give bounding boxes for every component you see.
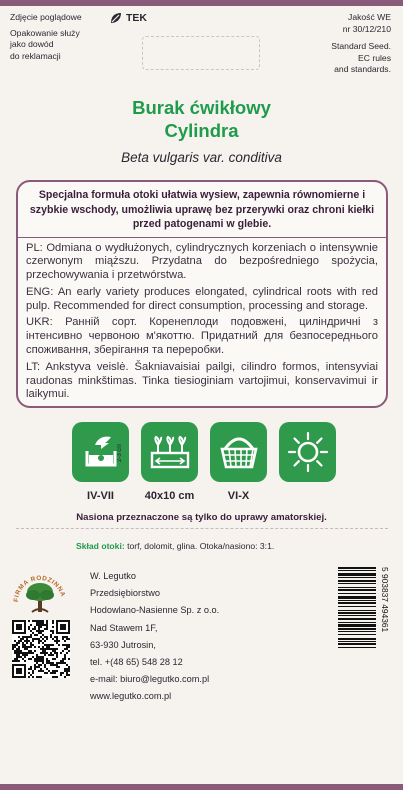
product-title	[0, 96, 403, 142]
quality-line: Jakość WE	[348, 12, 391, 22]
composition-label: Skład otoki:	[76, 541, 125, 551]
product-name: Burak ćwikłowy	[132, 97, 271, 118]
tek-label: TEK	[126, 12, 147, 24]
coating-description: Specjalna formuła otoki ułatwia wysiew, zapewnia równomierne i szybkie wschody, umożliwia uprawę bez przerywki oraz chroni kiełki przed patogenami w glebie.	[29, 189, 375, 230]
tek-leaf-icon	[109, 11, 123, 25]
preview-note: Zdjęcie poglądowe	[10, 12, 82, 22]
dashed-divider	[16, 528, 388, 529]
bottom-color-band	[0, 784, 403, 790]
cultivation-labels	[72, 490, 336, 502]
company-email[interactable]: e-mail: biuro@legutko.com.pl	[90, 674, 210, 685]
latin-name: Beta vulgaris var. conditiva	[121, 150, 282, 165]
cultivation-icons	[72, 422, 336, 482]
ean-barcode	[338, 565, 390, 683]
barcode-digits: 5 903837 494361	[380, 567, 390, 633]
logo-text: FIRMA RODZINNA	[12, 574, 67, 603]
packaging-note-line: do reklamacji	[10, 50, 61, 61]
packaging-note-line: Opakowanie służy	[10, 27, 80, 38]
composition-text: torf, dolomit, glina. Otoka/nasiono: 3:1.	[127, 541, 275, 551]
plant-spacing: 40x10 cm	[144, 490, 195, 502]
company-line: 63-930 Jutrosin,	[90, 639, 156, 650]
harvest-basket-icon	[210, 422, 267, 482]
amateur-use-note: Nasiona przeznaczone są tylko do uprawy amatorskiej.	[76, 512, 327, 523]
description-ukr: UKR: Ранній сорт. Коренеплоди подовжені, циліндричні з інтенсивно червоною м'якоттю. Придатний для безпосереднього споживання, зберігання та переробки.	[26, 316, 378, 357]
sun-icon	[279, 422, 336, 482]
description-lt: LT: Ankstyva veislė. Šakniavaisiai pailgi, cilindro formos, intensyviai raudonas minkštimas. Tinka tiesioginiam vartojimui, konservavimui ir laikymui.	[26, 360, 378, 401]
harvest-period: VI-X	[227, 490, 250, 502]
qr-code[interactable]	[12, 620, 70, 678]
quality-line: nr 30/12/210	[342, 23, 391, 34]
sowing-period: IV-VII	[87, 490, 114, 502]
company-website[interactable]: www.legutko.com.pl	[90, 691, 172, 702]
family-company-logo	[10, 570, 70, 618]
coating-composition	[76, 541, 274, 551]
variety-name: Cylindra	[164, 120, 239, 141]
quality-notes	[281, 12, 391, 76]
description-pl: PL: Odmiana o wydłużonych, cylindrycznych korzeniach o intensywnie czerwonym miąższu. Przydatna do bezpośredniego spożycia, przechowywania i przetwórstwa.	[26, 241, 378, 282]
company-line: Hodowlano-Nasienne Sp. z o.o.	[90, 605, 220, 616]
tek-badge	[109, 11, 147, 25]
company-phone: tel. +(48 65) 548 28 12	[90, 657, 183, 668]
standard-line: and standards.	[334, 64, 391, 74]
description-eng: ENG: An early variety produces elongated, cylindrical roots with red pulp. Recommended for direct consumption, processing and storage.	[26, 285, 378, 312]
divider	[18, 237, 386, 238]
sowing-depth-label: 2-3 cm	[117, 443, 123, 463]
date-stamp-area	[142, 36, 260, 70]
packaging-note-line: jako dowód	[10, 39, 54, 49]
company-line: Nad Stawem 1F,	[90, 622, 158, 633]
standard-line: Standard Seed.	[331, 41, 391, 51]
company-line: Przedsiębiorstwo	[90, 588, 160, 599]
standard-line: EC rules	[358, 52, 391, 63]
spacing-icon	[141, 422, 198, 482]
packaging-notes	[10, 12, 118, 62]
company-address	[90, 568, 219, 706]
company-line: W. Legutko	[90, 571, 136, 581]
description-box	[16, 180, 388, 408]
top-color-band	[0, 0, 403, 6]
